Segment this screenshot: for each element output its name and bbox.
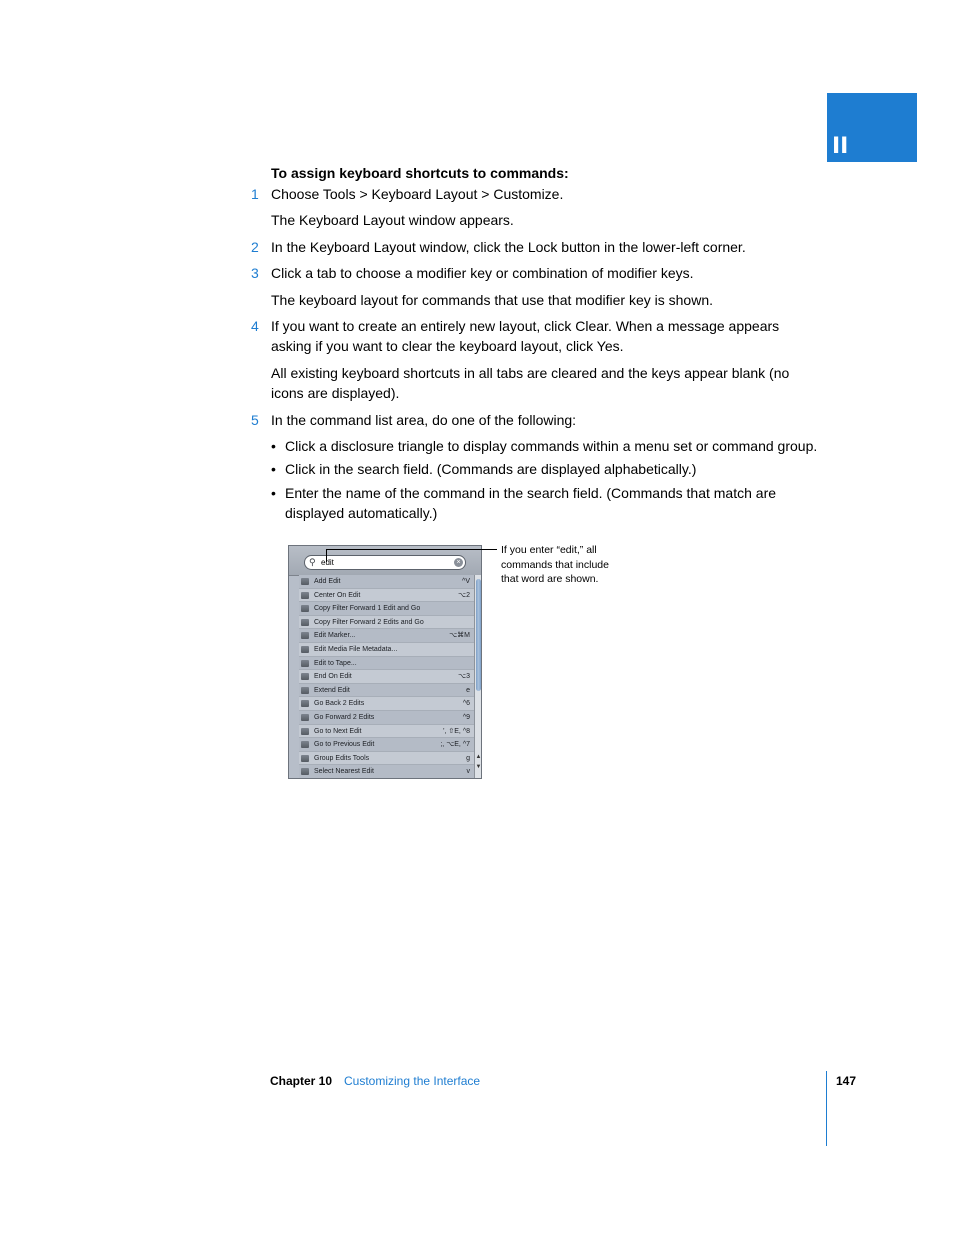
part-tab [827, 93, 917, 162]
command-name: Edit Marker... [314, 632, 356, 640]
command-row[interactable] [299, 589, 474, 603]
command-name: Extend Edit [314, 686, 350, 694]
command-name: Select Nearest Edit [314, 768, 374, 776]
command-icon [301, 646, 309, 653]
command-row[interactable] [299, 697, 474, 711]
command-name: Edit Media File Metadata... [314, 645, 398, 653]
footer-divider [826, 1071, 827, 1146]
command-icon [301, 768, 309, 775]
scrollbar[interactable] [474, 575, 482, 778]
command-row[interactable] [299, 738, 474, 752]
step-text: In the Keyboard Layout window, click the Lock button in the lower-left corner. [271, 239, 746, 255]
command-list-header [289, 546, 482, 576]
callout-leader-tick [326, 549, 327, 562]
command-name: Go to Previous Edit [314, 741, 375, 749]
part-tab-label: II [832, 134, 849, 159]
command-row[interactable] [299, 725, 474, 739]
bullet-text-line: displayed automatically.) [285, 505, 438, 521]
step-number: 4 [251, 318, 259, 334]
command-name: Copy Filter Forward 1 Edit and Go [314, 605, 421, 613]
command-shortcut: e [466, 686, 470, 694]
command-name: Edit to Tape... [314, 659, 357, 667]
footer-chapter-title: Customizing the Interface [344, 1074, 481, 1088]
command-icon [301, 700, 309, 707]
step-result-line: icons are displayed). [271, 385, 400, 401]
command-row[interactable] [299, 684, 474, 698]
bullet-text-line: Enter the name of the command in the search field. (Commands that match are [285, 485, 777, 501]
command-list-screenshot [288, 545, 482, 779]
scroll-thumb[interactable] [476, 579, 481, 691]
command-row[interactable] [299, 643, 474, 657]
command-search-field[interactable] [304, 555, 466, 570]
command-name: Go Back 2 Edits [314, 700, 365, 708]
command-name: Go to Next Edit [314, 727, 362, 735]
command-row[interactable] [299, 616, 474, 630]
command-row[interactable] [299, 657, 474, 671]
command-name: Group Edits Tools [314, 754, 370, 762]
command-shortcut: ', ⇧E, ^8 [443, 727, 470, 735]
step-number: 3 [251, 265, 259, 281]
step-text-line: If you want to create an entirely new layout, click Clear. When a message appears [271, 318, 780, 334]
search-field-value: edit [321, 558, 334, 567]
command-icon [301, 605, 309, 612]
command-name: Add Edit [314, 578, 341, 585]
step-text-line: asking if you want to clear the keyboard layout, click Yes. [271, 338, 624, 354]
callout-line: If you enter “edit,” all [501, 544, 597, 556]
page-number: 147 [836, 1074, 857, 1088]
bullet-icon: • [271, 461, 276, 477]
footer-chapter: Chapter 10 [270, 1074, 333, 1088]
magnifier-icon: ⚲ [309, 557, 316, 567]
command-shortcut: ⌥⌘M [449, 632, 470, 640]
command-icon [301, 578, 309, 585]
command-shortcut: v [466, 768, 470, 776]
command-row[interactable] [299, 711, 474, 725]
command-icon [301, 741, 309, 748]
command-icon [301, 755, 309, 762]
bullet-text: Click in the search field. (Commands are displayed alphabetically.) [285, 461, 697, 477]
command-shortcut: ;, ⌥E, ^7 [440, 741, 470, 749]
command-icon [301, 592, 309, 599]
command-shortcut: ^9 [462, 713, 470, 721]
command-icon [301, 728, 309, 735]
command-icon [301, 660, 309, 667]
bullet-text: Click a disclosure triangle to display commands within a menu set or command group. [285, 438, 818, 454]
command-name: Go Forward 2 Edits [314, 713, 375, 721]
command-icon [301, 632, 309, 639]
step-number: 1 [251, 186, 259, 202]
command-name: Center On Edit [314, 591, 361, 599]
command-row[interactable] [299, 602, 474, 616]
command-row[interactable] [299, 575, 474, 589]
command-row[interactable] [299, 629, 474, 643]
step-text: In the command list area, do one of the following: [271, 412, 577, 428]
step-text: Click a tab to choose a modifier key or combination of modifier keys. [271, 265, 694, 281]
command-icon [301, 673, 309, 680]
step-result: The keyboard layout for commands that use that modifier key is shown. [271, 292, 713, 308]
step-result-line: All existing keyboard shortcuts in all tabs are cleared and the keys appear blank (no [271, 365, 790, 381]
bullet-icon: • [271, 485, 276, 501]
command-shortcut: ⌥2 [458, 591, 470, 599]
command-name: End On Edit [314, 673, 352, 681]
figure-callout [501, 543, 626, 587]
step-text: Choose Tools > Keyboard Layout > Customize. [271, 186, 564, 202]
step-number: 2 [251, 239, 259, 255]
callout-line: that word are shown. [501, 573, 599, 585]
command-shortcut: ⌥3 [458, 673, 470, 681]
step-result: The Keyboard Layout window appears. [271, 212, 514, 228]
command-shortcut: ^V [462, 578, 470, 585]
callout-line: commands that include [501, 558, 609, 571]
command-shortcut: ^6 [462, 700, 470, 708]
command-row[interactable] [299, 765, 474, 779]
command-row[interactable] [299, 670, 474, 684]
step-number: 5 [251, 412, 259, 428]
command-icon [301, 619, 309, 626]
procedure-heading: To assign keyboard shortcuts to commands: [271, 165, 569, 181]
scroll-up-arrow-icon[interactable]: ▲ [475, 754, 482, 760]
command-row[interactable] [299, 752, 474, 766]
command-icon [301, 714, 309, 721]
scroll-down-arrow-icon[interactable]: ▼ [475, 764, 482, 770]
callout-leader-line [326, 549, 497, 550]
command-name: Copy Filter Forward 2 Edits and Go [314, 618, 424, 626]
command-icon [301, 687, 309, 694]
bullet-icon: • [271, 438, 276, 454]
command-list [299, 575, 474, 779]
command-shortcut: g [466, 754, 470, 762]
clear-icon[interactable]: × [454, 558, 463, 567]
